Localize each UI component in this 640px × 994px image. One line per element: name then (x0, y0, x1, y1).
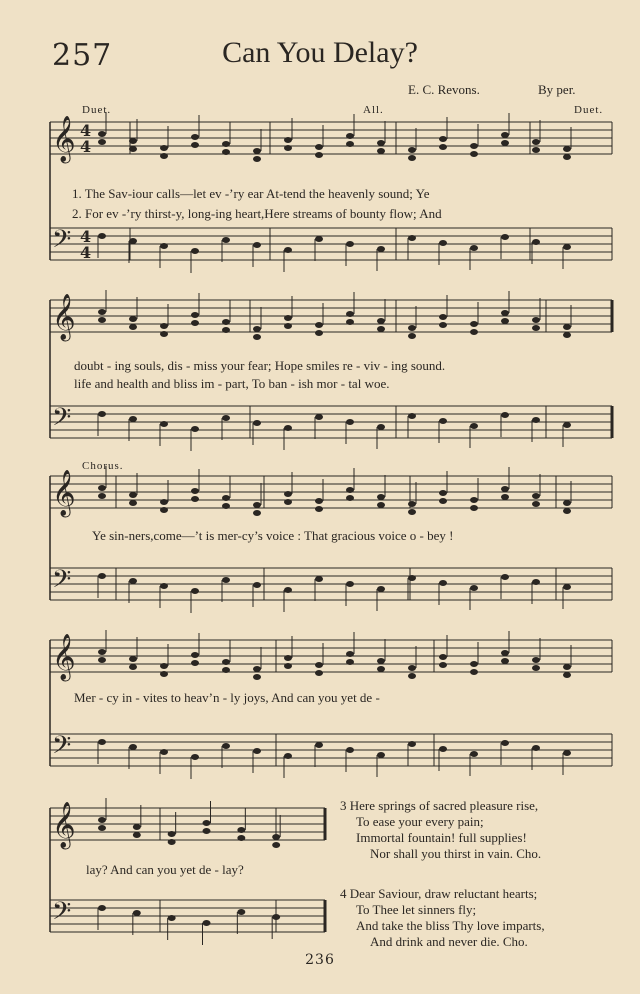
note-head (203, 828, 211, 834)
note-head (501, 494, 509, 500)
note-head (532, 147, 540, 153)
note-head (160, 583, 168, 589)
note-head (563, 500, 571, 506)
note-head (377, 494, 385, 500)
note-head (346, 311, 354, 317)
time-signature: 4 (80, 227, 92, 246)
stanza-line: 4 Dear Saviour, draw reluctant hearts; (340, 886, 538, 901)
note-head (563, 672, 571, 678)
note-head (191, 754, 199, 760)
note-head (408, 325, 416, 331)
note-head (98, 825, 106, 831)
note-head (408, 673, 416, 679)
note-head (191, 320, 199, 326)
note-head (532, 417, 540, 423)
treble-clef: 𝄞 (52, 634, 76, 680)
note-head (222, 577, 230, 583)
note-head (501, 318, 509, 324)
note-head (253, 582, 261, 588)
note-head (377, 148, 385, 154)
label-chorus: Chorus. (82, 460, 124, 472)
note-head (98, 817, 106, 823)
stanza-line: To Thee let sinners fly; (356, 902, 477, 917)
note-head (133, 832, 141, 838)
note-head (408, 333, 416, 339)
note-head (98, 573, 106, 579)
note-head (129, 500, 137, 506)
note-head (315, 670, 323, 676)
note-head (346, 659, 354, 665)
time-signature: 4 (80, 137, 92, 156)
note-head (532, 665, 540, 671)
stanza-line: And take the bliss Thy love imparts, (356, 918, 545, 933)
note-head (501, 140, 509, 146)
note-head (222, 667, 230, 673)
note-head (253, 748, 261, 754)
note-head (253, 148, 261, 154)
note-head (253, 242, 261, 248)
note-head (563, 584, 571, 590)
note-head (191, 248, 199, 254)
note-head (168, 839, 176, 845)
note-head (160, 499, 168, 505)
lyric-line: doubt - ing souls, dis - miss your fear; Hope smiles re - viv - ing sound. (74, 358, 446, 373)
treble-clef: 𝄞 (52, 116, 76, 162)
note-head (315, 322, 323, 328)
note-head (222, 743, 230, 749)
stanza-line: Immortal fountain! full supplies! (356, 830, 527, 845)
note-head (439, 322, 447, 328)
note-head (346, 141, 354, 147)
note-head (377, 424, 385, 430)
note-head (346, 133, 354, 139)
note-head (377, 752, 385, 758)
note-head (253, 510, 261, 516)
note-head (160, 323, 168, 329)
note-head (377, 246, 385, 252)
bass-clef: 𝄢 (52, 225, 72, 260)
note-head (346, 747, 354, 753)
note-head (272, 914, 280, 920)
note-head (284, 315, 292, 321)
hymn-title: Can You Delay? (222, 36, 418, 69)
note-head (315, 576, 323, 582)
time-signature: 4 (80, 243, 92, 262)
note-head (237, 909, 245, 915)
note-head (346, 651, 354, 657)
note-head (222, 659, 230, 665)
lyric-line: 1. The Sav-iour calls—let ev -’ry ear At-tend the heavenly sound; Ye (72, 186, 430, 201)
note-head (284, 425, 292, 431)
treble-clef: 𝄞 (52, 294, 76, 340)
lyric-line: life and health and bliss im - part, To ban - ish mor - tal woe. (74, 376, 390, 391)
note-head (501, 650, 509, 656)
page-number: 236 (305, 952, 335, 968)
note-head (191, 134, 199, 140)
note-head (408, 575, 416, 581)
note-head (272, 834, 280, 840)
note-head (470, 505, 478, 511)
note-head (253, 156, 261, 162)
note-head (408, 509, 416, 515)
note-head (470, 669, 478, 675)
note-head (408, 155, 416, 161)
stanza-line: To ease your every pain; (356, 814, 484, 829)
note-head (346, 419, 354, 425)
note-head (439, 662, 447, 668)
note-head (98, 309, 106, 315)
note-head (284, 137, 292, 143)
stanza-line: Nor shall you thirst in vain. Cho. (370, 846, 542, 861)
note-head (98, 317, 106, 323)
note-head (222, 327, 230, 333)
note-head (222, 237, 230, 243)
lyric-line: 2. For ev -’ry thirst-y, long-ing heart,Here streams of bounty flow; And (72, 206, 442, 221)
note-head (532, 493, 540, 499)
note-head (439, 314, 447, 320)
note-head (160, 663, 168, 669)
stanza-line: And drink and never die. Cho. (370, 934, 528, 949)
note-head (408, 501, 416, 507)
note-head (377, 586, 385, 592)
note-head (346, 241, 354, 247)
note-head (501, 412, 509, 418)
note-head (237, 835, 245, 841)
note-head (160, 145, 168, 151)
lyric-line: Ye sin-ners,come—’t is mer-cy’s voice : That gracious voice o - bey ! (92, 528, 454, 543)
note-head (439, 746, 447, 752)
note-head (315, 152, 323, 158)
note-head (439, 144, 447, 150)
note-head (532, 745, 540, 751)
note-head (160, 153, 168, 159)
note-head (129, 238, 137, 244)
note-head (168, 831, 176, 837)
note-head (439, 498, 447, 504)
note-head (237, 827, 245, 833)
note-head (315, 742, 323, 748)
note-head (315, 414, 323, 420)
stanza-line: 3 Here springs of sacred pleasure rise, (340, 798, 539, 813)
note-head (377, 326, 385, 332)
note-head (439, 418, 447, 424)
note-head (253, 334, 261, 340)
note-head (470, 661, 478, 667)
label-all: All. (363, 104, 384, 116)
note-head (563, 664, 571, 670)
note-head (160, 507, 168, 513)
note-head (191, 488, 199, 494)
note-head (439, 136, 447, 142)
note-head (191, 660, 199, 666)
note-head (160, 331, 168, 337)
note-head (129, 138, 137, 144)
note-head (408, 413, 416, 419)
note-head (532, 579, 540, 585)
author-credit: E. C. Revons. (408, 82, 480, 97)
note-head (439, 240, 447, 246)
note-head (563, 244, 571, 250)
note-head (203, 820, 211, 826)
permission-note: By per. (538, 82, 576, 97)
note-head (563, 154, 571, 160)
note-head (98, 485, 106, 491)
note-head (284, 587, 292, 593)
note-head (470, 423, 478, 429)
label-duet: Duet. (82, 104, 112, 116)
note-head (501, 740, 509, 746)
note-head (129, 316, 137, 322)
note-head (315, 662, 323, 668)
note-head (253, 502, 261, 508)
note-head (377, 658, 385, 664)
note-head (133, 824, 141, 830)
note-head (563, 324, 571, 330)
note-head (160, 421, 168, 427)
note-head (532, 501, 540, 507)
note-head (284, 145, 292, 151)
note-head (284, 663, 292, 669)
note-head (191, 496, 199, 502)
note-head (191, 652, 199, 658)
note-head (284, 655, 292, 661)
note-head (439, 654, 447, 660)
note-head (284, 247, 292, 253)
note-head (563, 146, 571, 152)
lyric-line: lay? And can you yet de - lay? (86, 862, 244, 877)
note-head (222, 141, 230, 147)
note-head (284, 753, 292, 759)
note-head (501, 486, 509, 492)
note-head (532, 239, 540, 245)
note-head (563, 422, 571, 428)
note-head (315, 330, 323, 336)
note-head (98, 649, 106, 655)
note-head (129, 744, 137, 750)
note-head (377, 502, 385, 508)
note-head (377, 666, 385, 672)
note-head (191, 426, 199, 432)
note-head (160, 749, 168, 755)
note-head (98, 739, 106, 745)
note-head (168, 915, 176, 921)
note-head (129, 656, 137, 662)
note-head (346, 581, 354, 587)
note-head (253, 674, 261, 680)
note-head (563, 332, 571, 338)
note-head (191, 588, 199, 594)
note-head (501, 310, 509, 316)
bass-clef: 𝄢 (52, 565, 72, 600)
note-head (129, 324, 137, 330)
bass-clef: 𝄢 (52, 731, 72, 766)
note-head (98, 657, 106, 663)
note-head (191, 312, 199, 318)
treble-clef: 𝄞 (52, 470, 76, 516)
note-head (470, 151, 478, 157)
note-head (160, 671, 168, 677)
note-head (563, 508, 571, 514)
time-signature: 4 (80, 121, 92, 140)
note-head (315, 506, 323, 512)
note-head (222, 495, 230, 501)
note-head (222, 503, 230, 509)
note-head (408, 147, 416, 153)
note-head (439, 580, 447, 586)
note-head (129, 578, 137, 584)
note-head (563, 750, 571, 756)
note-head (253, 326, 261, 332)
note-head (129, 664, 137, 670)
note-head (222, 149, 230, 155)
note-head (377, 140, 385, 146)
note-head (253, 666, 261, 672)
note-head (470, 321, 478, 327)
note-head (532, 139, 540, 145)
note-head (98, 905, 106, 911)
note-head (222, 415, 230, 421)
note-head (98, 139, 106, 145)
note-head (129, 492, 137, 498)
note-head (501, 658, 509, 664)
note-head (470, 751, 478, 757)
note-head (203, 920, 211, 926)
note-head (98, 493, 106, 499)
note-head (470, 245, 478, 251)
note-head (408, 741, 416, 747)
note-head (98, 233, 106, 239)
note-head (133, 910, 141, 916)
note-head (532, 317, 540, 323)
treble-clef: 𝄞 (52, 802, 76, 848)
note-head (129, 416, 137, 422)
note-head (408, 665, 416, 671)
note-head (284, 491, 292, 497)
note-head (470, 143, 478, 149)
note-head (315, 498, 323, 504)
note-head (501, 132, 509, 138)
note-head (222, 319, 230, 325)
note-head (191, 142, 199, 148)
note-head (272, 842, 280, 848)
note-head (346, 319, 354, 325)
note-head (532, 657, 540, 663)
note-head (253, 420, 261, 426)
note-head (470, 497, 478, 503)
note-head (284, 499, 292, 505)
note-head (129, 146, 137, 152)
note-head (439, 490, 447, 496)
note-head (470, 585, 478, 591)
note-head (315, 236, 323, 242)
bass-clef: 𝄢 (52, 897, 72, 932)
label-duet-end: Duet. (574, 104, 604, 116)
note-head (98, 131, 106, 137)
note-head (315, 144, 323, 150)
note-head (501, 574, 509, 580)
note-head (284, 323, 292, 329)
bass-clef: 𝄢 (52, 403, 72, 438)
note-head (532, 325, 540, 331)
note-head (470, 329, 478, 335)
note-head (408, 235, 416, 241)
note-head (377, 318, 385, 324)
note-head (501, 234, 509, 240)
lyric-line: Mer - cy in - vites to heav’n - ly joys, And can you yet de - (74, 690, 380, 705)
hymn-number: 257 (52, 38, 113, 73)
note-head (98, 411, 106, 417)
note-head (160, 243, 168, 249)
note-head (346, 495, 354, 501)
note-head (346, 487, 354, 493)
